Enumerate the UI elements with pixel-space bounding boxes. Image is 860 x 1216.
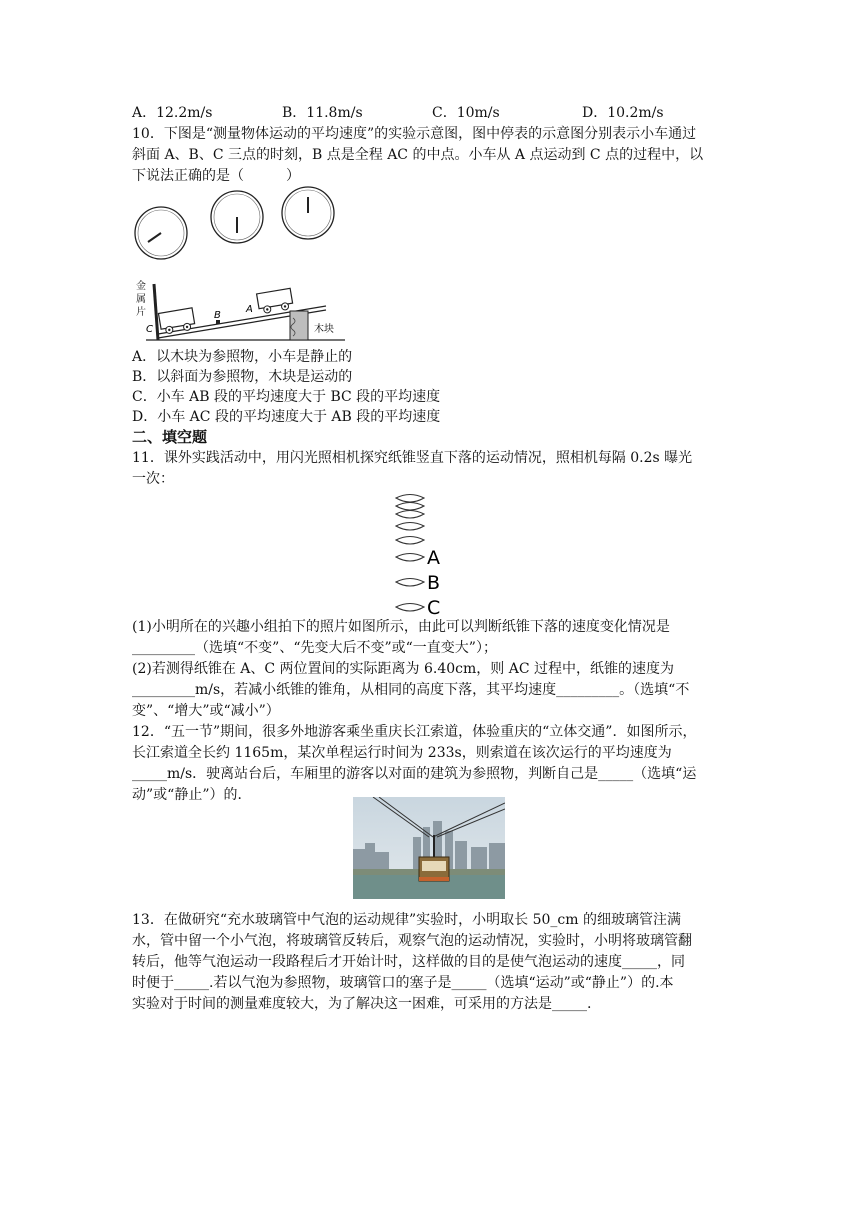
q11-text-line2: 一次： [132, 471, 174, 487]
label-block: 木块 [314, 324, 334, 335]
q10-text-line3: 下说法正确的是（ ） [132, 168, 300, 184]
cone-label-a: A [427, 547, 440, 569]
stopwatch-a [135, 207, 187, 259]
cone-label-b: B [427, 572, 441, 594]
q11-text-line1: 11．课外实践活动中，用闪光照相机探究纸锥竖直下落的运动情况，照相机每隔 0.2s 曝光 [132, 450, 693, 466]
label-metal-piece: 金属片 [136, 281, 146, 318]
q13-text-line3: 转后，他等气泡运动一段路程后才开始计时，这样做的目的是使气泡运动的速度_____，同 [132, 954, 685, 970]
q11-part2-line2: _________m/s，若减小纸锥的锥角，从相同的高度下落，其平均速度_________。（选填“不 [132, 682, 690, 698]
q9-option-a: A．12.2m/s [132, 105, 213, 121]
q10-text-line2: 斜面 A、B、C 三点的时刻，B 点是全程 AC 的中点。小车从 A 点运动到 C 点的过程中，以 [132, 147, 704, 163]
q13-text-line2: 水，管中留一个小气泡，将玻璃管反转后，观察气泡的运动情况，实验时，小明将玻璃管翻 [132, 933, 692, 949]
incline-figure [130, 276, 380, 346]
label-point-a: A [246, 304, 253, 315]
label-point-c: C [146, 324, 153, 335]
q11-part2-line1: (2)若测得纸锥在 A、C 两位置间的实际距离为 6.40cm，则 AC 过程中，纸锥的速度为 [132, 661, 675, 677]
paper-cone-figure [390, 490, 450, 616]
q9-option-c: C．10m/s [432, 105, 500, 121]
q13-text-line4: 时便于_____.若以气泡为参照物，玻璃管口的塞子是_____（选填“运动”或“静止”）的.本 [132, 975, 674, 991]
cone-label-c: C [427, 597, 441, 616]
q9-option-b: B．11.8m/s [282, 105, 363, 121]
q12-text-line4: 动”或“静止”）的． [132, 787, 252, 803]
stopwatch-b [211, 191, 263, 243]
cable-car-photo [353, 797, 505, 899]
q12-text-line1: 12．“五一节”期间，很多外地游客乘坐重庆长江索道，体验重庆的“立体交通”．如图所示， [132, 724, 697, 740]
q10-option-b: B．以斜面为参照物，木块是运动的 [132, 369, 353, 385]
q12-text-line2: 长江索道全长约 1165m，某次单程运行时间为 233s，则索道在该次运行的平均速度为 [132, 745, 672, 761]
q10-option-a: A．以木块为参照物，小车是静止的 [132, 349, 353, 365]
q11-part1-line1: (1)小明所在的兴趣小组拍下的照片如图所示，由此可以判断纸锥下落的速度变化情况是 [132, 619, 670, 635]
q10-option-d: D．小车 AC 段的平均速度大于 AB 段的平均速度 [132, 409, 441, 425]
stopwatch-figure [130, 186, 470, 266]
q10-option-c: C．小车 AB 段的平均速度大于 BC 段的平均速度 [132, 389, 441, 405]
section-title: 二、填空题 [132, 428, 208, 446]
label-point-b: B [214, 310, 221, 321]
q10-text-line1: 10．下图是“测量物体运动的平均速度”的实验示意图，图中停表的示意图分别表示小车通过 [132, 126, 697, 142]
q11-part1-line2: _________（选填“不变”、“先变大后不变”或“一直变大”）； [132, 640, 497, 656]
q9-option-d: D．10.2m/s [582, 105, 664, 121]
q12-text-line3: _____m/s．驶离站台后，车厢里的游客以对面的建筑为参照物，判断自己是_____（选填“运 [132, 766, 697, 782]
q13-text-line5: 实验对于时间的测量难度较大，为了解决这一困难，可采用的方法是_____. [132, 996, 592, 1012]
stopwatch-c [282, 187, 334, 239]
q13-text-line1: 13．在做研究“充水玻璃管中气泡的运动规律”实验时，小明取长 50_cm 的细玻璃管注满 [132, 912, 681, 928]
q11-part2-line3: 变”、“增大”或“减小”） [132, 703, 280, 719]
